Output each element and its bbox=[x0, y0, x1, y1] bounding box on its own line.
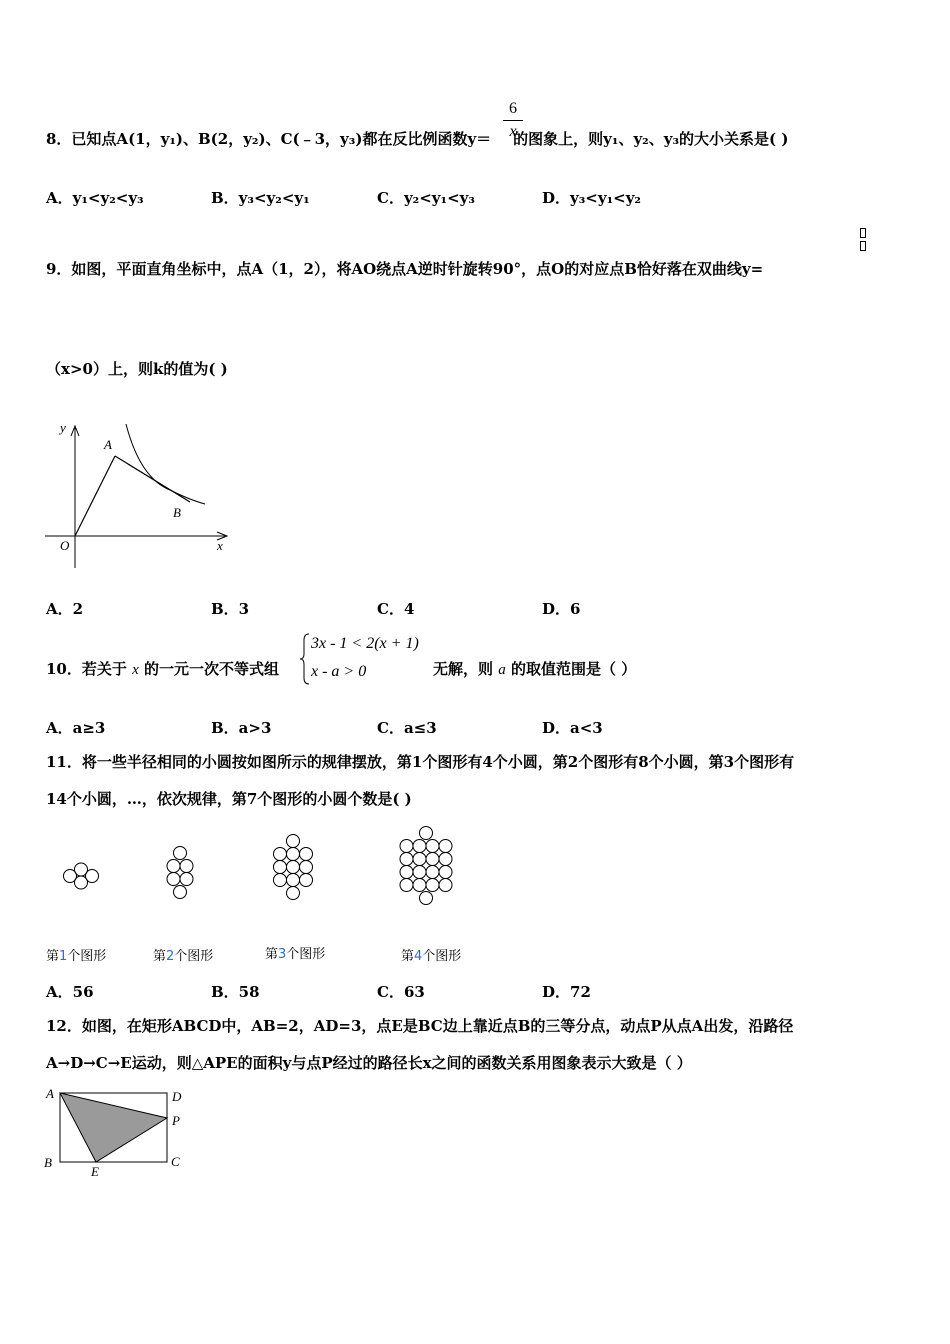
q11-fig4-circle bbox=[420, 827, 433, 840]
q11-fig2-circle bbox=[180, 860, 193, 873]
q11-line2: 14个小圆，…，依次规律，第7个图形的小圆个数是( ) bbox=[46, 790, 412, 808]
q9-hyperbola-fraction bbox=[860, 228, 866, 254]
q11-fig3-circle bbox=[300, 874, 313, 887]
q8-text-after: 的图象上，则y₁、y₂、y₃的大小关系是( ) bbox=[513, 130, 789, 148]
q11-caption-4 bbox=[401, 945, 461, 964]
q11-fig4-circle bbox=[400, 840, 413, 853]
q12-label-p: P bbox=[172, 1113, 180, 1128]
q12-label-a: A bbox=[46, 1086, 54, 1101]
q11-fig4-circle bbox=[400, 853, 413, 866]
q11-fig4-circle bbox=[439, 879, 452, 892]
q11-caption-3-pre: 第 bbox=[265, 947, 279, 962]
q11-fig3-circle bbox=[300, 848, 313, 861]
q9-x-label: x bbox=[217, 538, 223, 553]
q10-brace bbox=[300, 632, 310, 686]
q11-fig3-circle bbox=[300, 861, 313, 874]
q9-origin-label: O bbox=[60, 538, 70, 553]
q11-fig4-circle bbox=[413, 853, 426, 866]
q11-fig2-circle bbox=[174, 886, 187, 899]
q11-fig2-circle bbox=[174, 847, 187, 860]
q11-caption-3-post: 个图形 bbox=[286, 947, 326, 962]
q9-point-a-label: A bbox=[104, 437, 112, 452]
q11-fig3-circle bbox=[274, 874, 287, 887]
q11-fig4-circle bbox=[439, 866, 452, 879]
q11-caption-1-pre: 第 bbox=[46, 949, 60, 964]
q9-hyperbola bbox=[126, 424, 205, 504]
q8-option-d[interactable]: D．y₃<y₁<y₂ bbox=[542, 189, 642, 207]
q9-option-c[interactable]: C．4 bbox=[377, 600, 415, 618]
q11-fig1-circle bbox=[64, 870, 77, 883]
q11-figure bbox=[55, 822, 485, 942]
q8-frac-den: x bbox=[509, 123, 517, 140]
q11-caption-4-post: 个图形 bbox=[422, 949, 462, 964]
q11-fig4-circle bbox=[439, 840, 452, 853]
q8-option-c[interactable]: C．y₂<y₁<y₃ bbox=[377, 189, 475, 207]
q12-label-c: C bbox=[171, 1154, 180, 1169]
q10-inequality-2: x - a > 0 bbox=[311, 663, 367, 680]
q10-system bbox=[311, 630, 419, 686]
q12-line1: 12．如图，在矩形ABCD中，AB=2，AD=3，点E是BC边上靠近点B的三等分点，动点P从点A出发，沿路径 bbox=[46, 1017, 794, 1035]
q9-point-b-label: B bbox=[173, 505, 181, 520]
q11-fig2-circle bbox=[180, 873, 193, 886]
q11-fig4-circle bbox=[400, 866, 413, 879]
q11-option-d[interactable]: D．72 bbox=[542, 983, 591, 1001]
q10-prefix: 10．若关于 bbox=[46, 660, 127, 678]
q10-option-a[interactable]: A．a≥3 bbox=[46, 719, 106, 737]
q12-label-e: E bbox=[91, 1164, 99, 1179]
q10-stem-right bbox=[433, 658, 636, 679]
q11-caption-1 bbox=[46, 945, 106, 964]
q11-fig4-circle bbox=[426, 840, 439, 853]
q9-segment-ab bbox=[115, 456, 190, 502]
q11-fig4-circle bbox=[420, 892, 433, 905]
q8-frac-num: 6 bbox=[509, 100, 517, 117]
q8-text-before: 8．已知点A(1，y₁)、B(2，y₂)、C(﹣3，y₃)都在反比例函数y＝ bbox=[46, 130, 492, 148]
q11-fig1-circle bbox=[86, 870, 99, 883]
q8-option-a[interactable]: A．y₁<y₂<y₃ bbox=[46, 189, 144, 207]
q11-option-a[interactable]: A．56 bbox=[46, 983, 94, 1001]
q12-line2: A→D→C→E运动，则△APE的面积y与点P经过的路径长x之间的函数关系用图象表示大致是（ ） bbox=[46, 1054, 692, 1072]
q11-fig3-circle bbox=[274, 861, 287, 874]
q10-suffix-b: 的取值范围是（ ） bbox=[510, 660, 637, 678]
q11-caption-3-num: 3 bbox=[278, 947, 287, 962]
q10-var-x: x bbox=[132, 662, 139, 678]
q9-figure bbox=[40, 418, 240, 578]
q11-fig4-circle bbox=[413, 840, 426, 853]
q11-caption-1-post: 个图形 bbox=[67, 949, 107, 964]
q11-option-c[interactable]: C．63 bbox=[377, 983, 425, 1001]
q11-caption-2-num: 2 bbox=[166, 949, 175, 964]
q11-fig4-circle bbox=[413, 866, 426, 879]
q11-fig3-circle bbox=[287, 861, 300, 874]
q10-middle: 的一元一次不等式组 bbox=[144, 660, 280, 678]
q11-option-b[interactable]: B．58 bbox=[211, 983, 260, 1001]
q8-fraction bbox=[503, 100, 523, 141]
q12-label-d: D bbox=[172, 1089, 182, 1104]
q10-inequality-1: 3x - 1 < 2(x + 1) bbox=[311, 635, 419, 652]
q10-var-a: a bbox=[498, 662, 506, 678]
q11-fig4-circle bbox=[426, 879, 439, 892]
q9-segment-oa bbox=[75, 456, 115, 536]
q8-option-b[interactable]: B．y₃<y₂<y₁ bbox=[211, 189, 310, 207]
q11-caption-1-num: 1 bbox=[59, 949, 68, 964]
q11-fig3-circle bbox=[287, 835, 300, 848]
q9-line2: （x>0）上，则k的值为( ) bbox=[46, 360, 228, 378]
q12-triangle-ape bbox=[60, 1093, 167, 1162]
q10-suffix-a: 无解，则 bbox=[433, 660, 494, 678]
q11-fig4-circle bbox=[426, 866, 439, 879]
q8-stem bbox=[46, 128, 788, 149]
q9-option-b[interactable]: B．3 bbox=[211, 600, 250, 618]
q11-caption-4-pre: 第 bbox=[401, 949, 415, 964]
q12-label-b: B bbox=[44, 1155, 52, 1170]
q11-line1: 11．将一些半径相同的小圆按如图所示的规律摆放，第1个图形有4个小圆，第2个图形有8个小圆，第3个图形有 bbox=[46, 753, 795, 771]
q11-caption-2 bbox=[153, 945, 213, 964]
q10-stem-left bbox=[46, 658, 279, 679]
q11-caption-2-pre: 第 bbox=[153, 949, 167, 964]
q11-fig3-circle bbox=[287, 887, 300, 900]
q11-fig4-circle bbox=[400, 879, 413, 892]
q11-fig3-circle bbox=[287, 874, 300, 887]
q9-y-label: y bbox=[60, 420, 66, 435]
q11-caption-4-num: 4 bbox=[414, 949, 423, 964]
q11-fig3-circle bbox=[274, 848, 287, 861]
q11-fig4-circle bbox=[439, 853, 452, 866]
q11-caption-3 bbox=[265, 943, 325, 962]
q10-option-d[interactable]: D．a<3 bbox=[542, 719, 603, 737]
q11-fig4-circle bbox=[426, 853, 439, 866]
q11-fig2-circle bbox=[167, 873, 180, 886]
q9-line1: 9．如图，平面直角坐标中，点A（1，2），将AO绕点A逆时针旋转90°，点O的对应点B恰好落在双曲线y= bbox=[46, 260, 764, 278]
q11-caption-2-post: 个图形 bbox=[174, 949, 214, 964]
q11-fig4-circle bbox=[413, 879, 426, 892]
q10-option-c[interactable]: C．a≤3 bbox=[377, 719, 437, 737]
q10-option-b[interactable]: B．a>3 bbox=[211, 719, 272, 737]
q11-fig3-circle bbox=[287, 848, 300, 861]
q9-option-d[interactable]: D．6 bbox=[542, 600, 581, 618]
q9-option-a[interactable]: A．2 bbox=[46, 600, 84, 618]
q11-fig2-circle bbox=[167, 860, 180, 873]
